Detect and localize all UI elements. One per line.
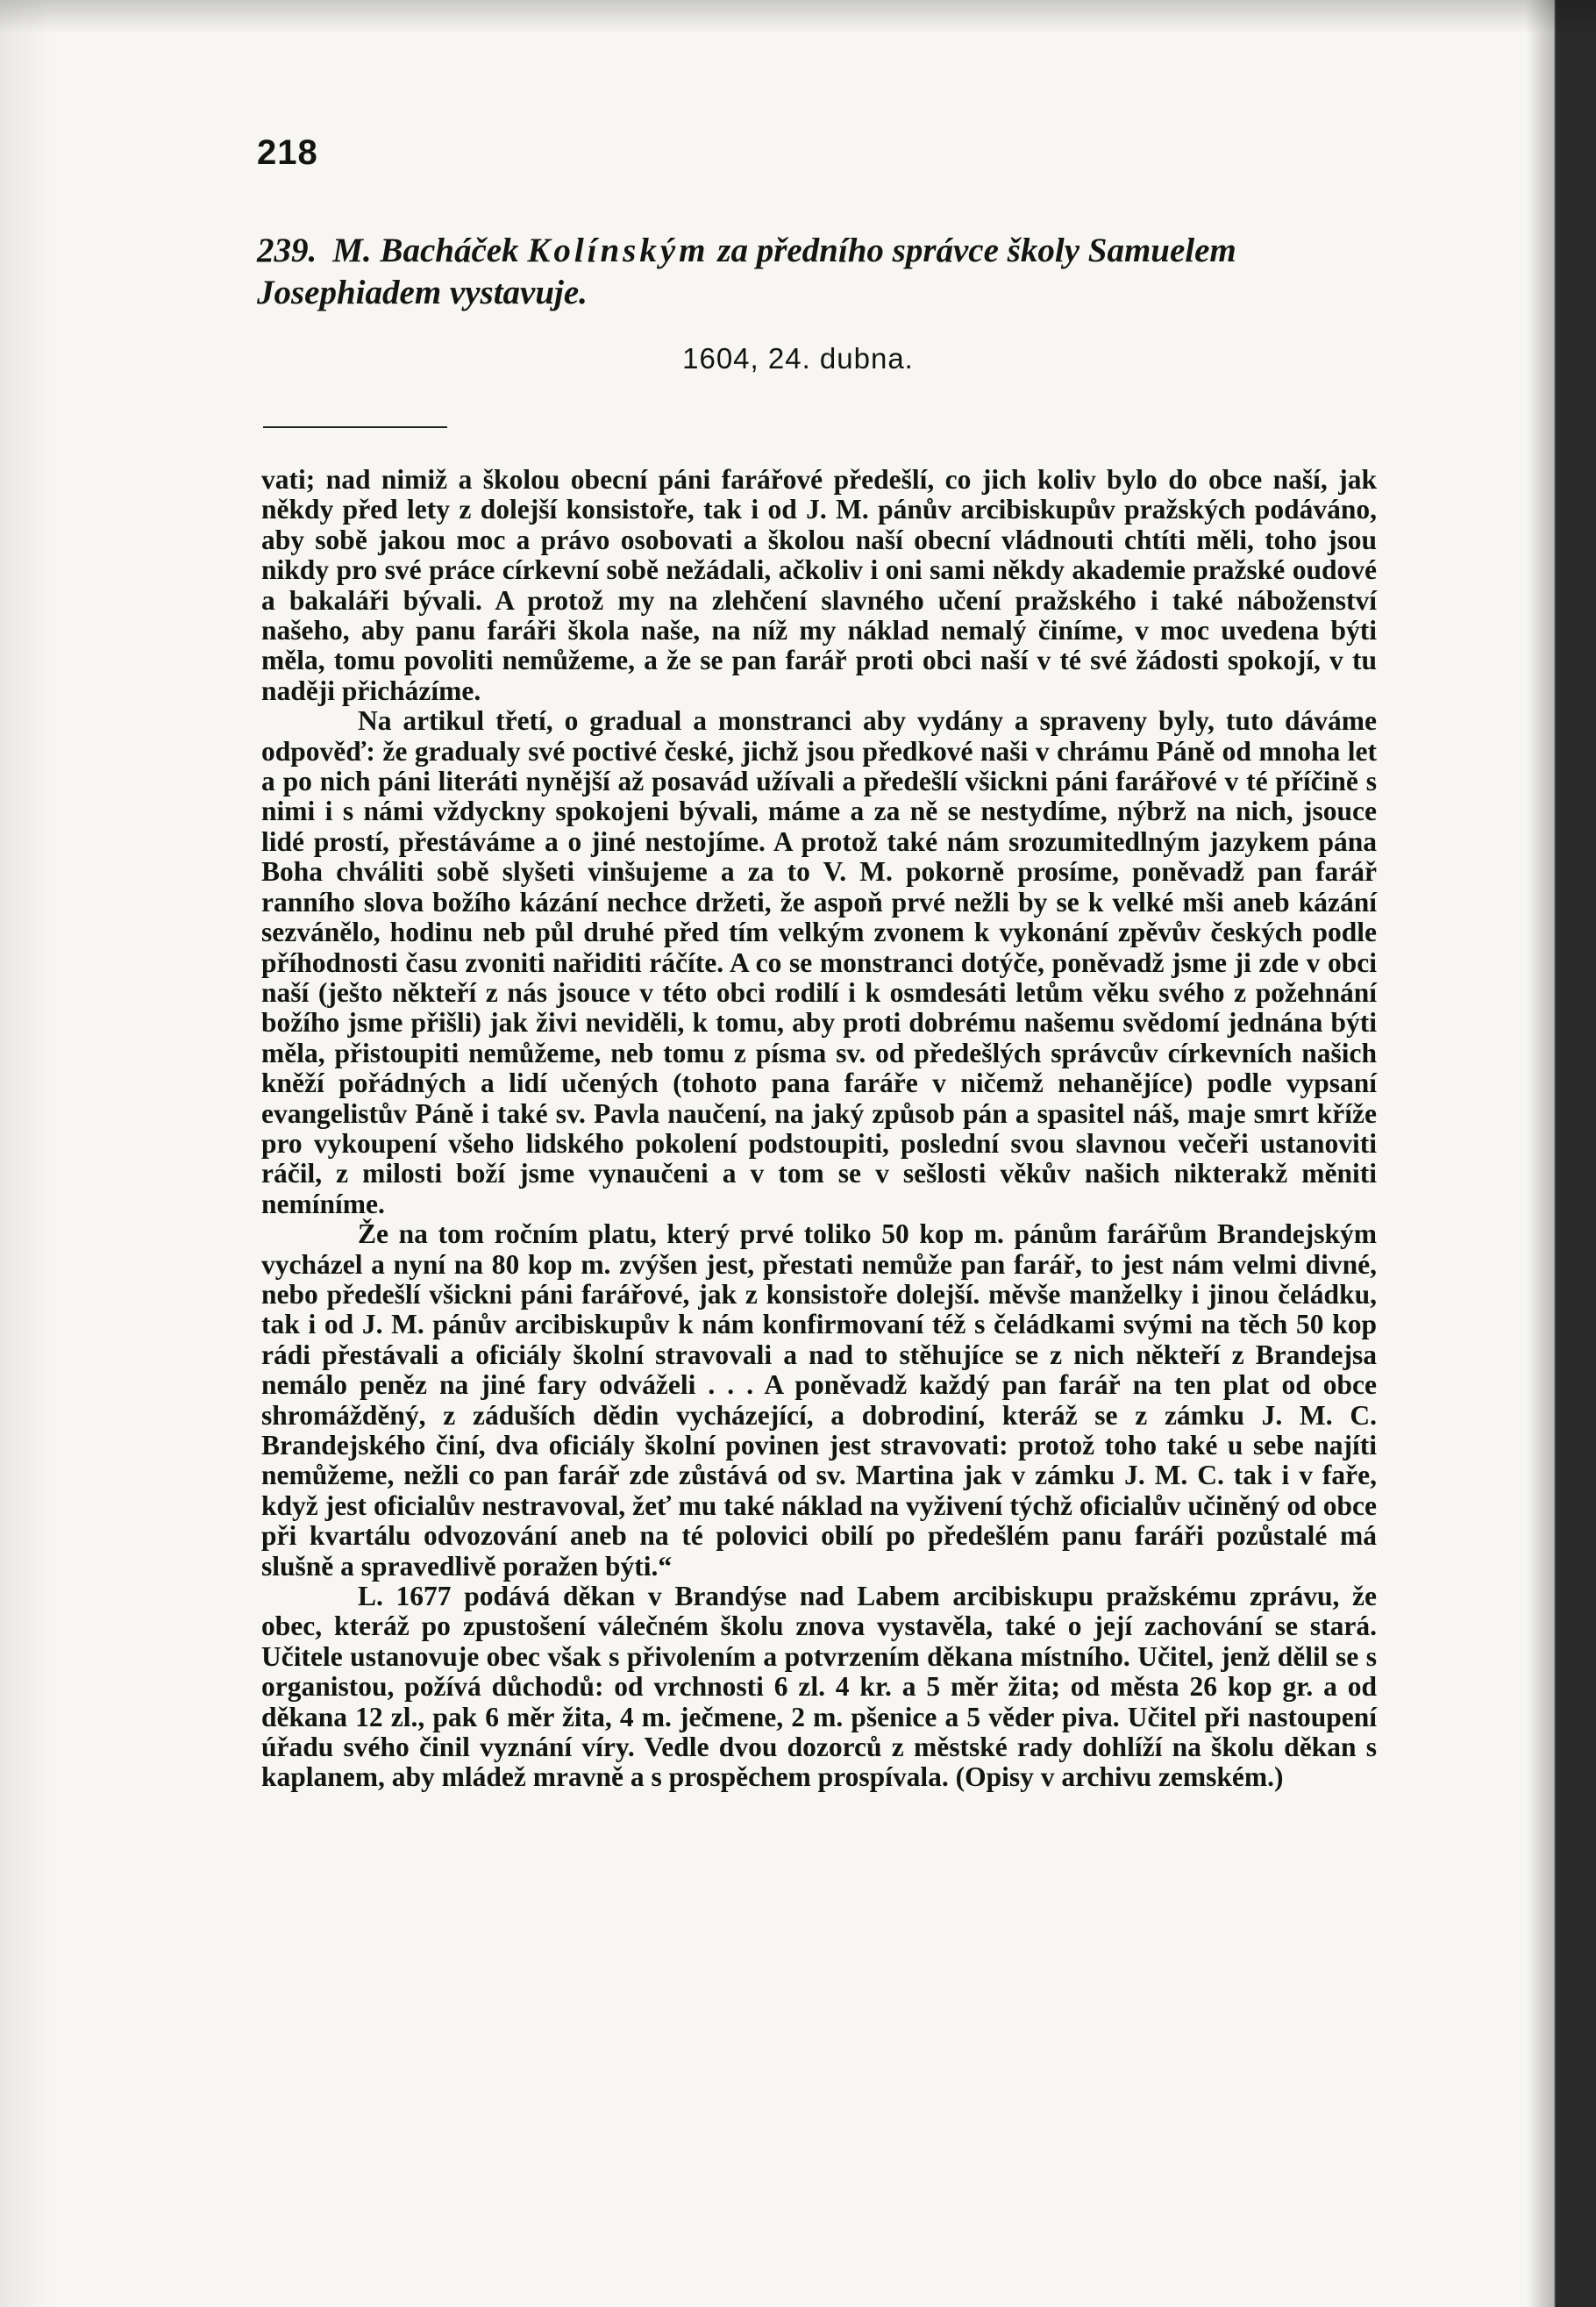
paragraph: L. 1677 podává děkan v Brandýse nad Labem arcibiskupu pražskému zprávu, že obec, kteráž po zpustošení válečném školu znova vystavěla, také o její zachování se stará. Učitele ustanovuje obec však s přivolením a potvrzením děkana místního. Učitel, jenž dělil se s organistou, požívá důchodů: od vrchnosti 6 zl. 4 kr. a 5 měr žita; od města 26 kop gr. a od děkana 12 zl., pak 6 měr žita, 4 m. ječmene, 2 m. pšenice a 5 věder piva. Učitel při nastoupení úřadu svého činil vyznání víry. Vedle dvou dozorců z městské rady dohlíží na školu děkan s kaplanem, aby mládež mravně a s prospěchem prospívala. (Opisy v archivu zemském.) [261,1581,1377,1793]
page-number: 218 [257,133,318,172]
paragraph: vati; nad nimiž a školou obecní páni farářové předešlí, co jich koliv bylo do obce naší, jak někdy před lety z dolejší konsistoře, tak i od J. M. pánův arcibiskupův pražských podáváno, aby sobě jakou moc a právo osobovati a školou naší obecní vládnouti chtíti měli, toho jsou nikdy pro své práce církevní sobě nežádali, ačkoliv i oni sami někdy akademie pražské oudové a bakaláři bývali. A protož my na zlehčení slavného učení pražského i také náboženství našeho, aby panu faráři škola naše, na níž my náklad nemalý činíme, v moc uvedena býti měla, tomu povoliti nemůžeme, a že se pan farář proti obci naší v té své žádosti spokojí, v tu naději přicházíme. [261,464,1377,706]
separator-rule [263,426,447,428]
document-heading [257,230,1375,314]
paragraph: Na artikul třetí, o gradual a monstranci aby vydány a spraveny byly, tuto dáváme odpověď: že gradualy své poctivé české, jichž jsou předkové naši v chrámu Páně od mnoha let a po nich páni literáti nynější až posavád užívali a předešlí všickni páni farářové v té příčině s nimi i s námi vždyckny spokojeni bývali, máme a za ně se nestydíme, nýbrž na nich, jsouce lidé prostí, přestáváme a o jiné nestojíme. A protož také nám srozumitedlným jazykem pána Boha chváliti sobě slyšeti vinšujeme a za to V. M. pokorně prosíme, poněvadž pan farář ranního slova božího kázání nechce držeti, že aspoň prvé nežli by se k velké mši aneb kázání sezvánělo, hodinu neb půl druhé před tím velkým zvonem k vykonání zpěvův českých podle příhodnosti času zvoniti nařiditi ráčíte. A co se monstranci dotýče, poněvadž jsme ji zde v obci naší (ješto někteří z nás jsouce v této obci rodilí i k osmdesáti letům věku svého z požehnání božího jsme přišli) jak živi neviděli, k tomu, aby proti dobrému našemu svědomí jednána býti měla, přistoupiti nemůžeme, neb tomu z písma sv. od předešlých správcův církevních našich kněží pořádných a lidí učených (tohoto pana faráře v ničemž nehanějíce) podle vypsaní evangelistův Páně i také sv. Pavla naučení, na jaký způsob pán a spasitel náš, maje smrt kříže pro vykoupení všeho lidského pokolení podstoupiti, poslední svou slavnou večeři ustanoviti ráčil, z milosti boží jsme vynaučeni a v tom se v sešlosti věkův našich nikterakž měniti nemíníme. [261,705,1377,1219]
document-number: 239. [257,232,317,269]
heading-text-spaced: Kolínským [527,232,709,269]
heading-text-start: M. Bacháček [332,232,519,269]
heading-text-end: za předního správce školy Samuelem Josephiadem vystavuje. [257,232,1236,311]
page-edge-shadow [0,0,1596,33]
document-date: 1604, 24. dubna. [682,342,914,375]
body-text [261,465,1377,1793]
paragraph: Že na tom ročním platu, který prvé toliko 50 kop m. pánům farářům Brandejským vycházel a nyní na 80 kop m. zvýšen jest, přestati nemůže pan farář, to jest nám velmi divné, nebo předešlí všickni páni farářové, jak z konsistoře dolejší. měvše manželky i jinou čeládku, tak i od J. M. pánův arcibiskupův k nám konfirmovaní též s čeládkami svými na těch 50 kop rádi přestávali a oficiály školní stravovali a nad to stěhujíce se z nich někteří z Brandejsa nemálo peněz na jiné fary odváželi . . . A poněvadž každý pan farář na ten plat od obce shromážděný, z záduších dědin vycházející, a dobrodiní, kteráž se z zámku J. M. C. Brandejského činí, dva oficiály školní povinen jest stravovati: protož toho také u sebe najíti nemůžeme, nežli co pan farář zde zůstává od sv. Martina jak v zámku J. M. C. tak i v faře, když jest oficialův nestravoval, žeť mu také náklad na vyživení týchž oficialův učiněný od obce při kvartálu odvozování aneb na té polovici obilí po předešlém panu faráři pozůstalé má slušně a spravedlivě poražen býti.“ [261,1218,1377,1582]
